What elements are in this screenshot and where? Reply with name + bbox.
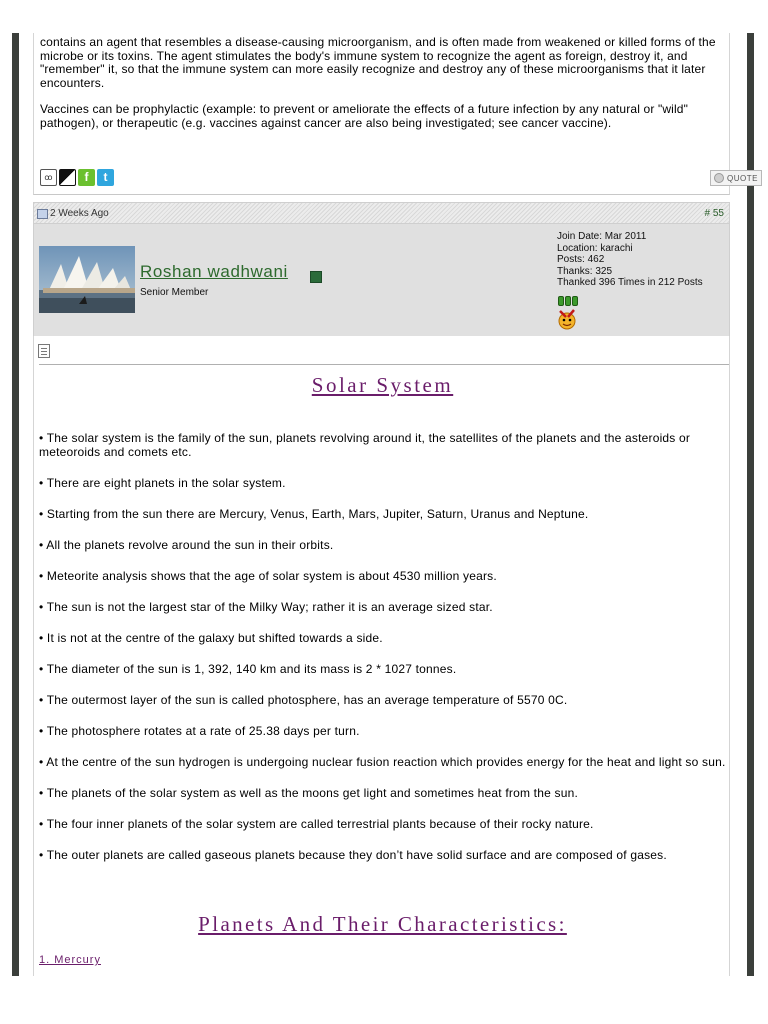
post-count: Posts: 462 <box>557 254 605 265</box>
thanked-count: Thanked 396 Times in 212 Posts <box>557 277 703 288</box>
page-frame-left <box>12 33 19 976</box>
username-link[interactable]: Roshan wadhwani <box>140 262 288 281</box>
post-body <box>33 336 730 976</box>
user-stats <box>557 231 703 289</box>
list-item: • The sun is not the largest star of the Milky Way; rather it is an average sized star. <box>39 600 493 614</box>
reputation-icon <box>558 296 578 306</box>
previous-post-text <box>40 36 728 143</box>
post-number-link[interactable]: # 55 <box>704 208 724 219</box>
share-bar <box>40 169 114 186</box>
post-divider <box>39 364 729 365</box>
list-item: • The diameter of the sun is 1, 392, 140 km and its mass is 2 * 1027 tonnes. <box>39 662 457 676</box>
list-item: • At the centre of the sun hydrogen is undergoing nuclear fusion reaction which provides energy for the heat and light so sun. <box>39 755 726 769</box>
list-item: • The four inner planets of the solar system are called terrestrial plants because of their rocky nature. <box>39 817 594 831</box>
user-title: Senior Member <box>140 287 209 298</box>
post-header <box>33 202 730 224</box>
avatar[interactable] <box>39 246 135 313</box>
twitter-icon[interactable]: t <box>97 169 114 186</box>
list-item: • It is not at the centre of the galaxy but shifted towards a side. <box>39 631 383 645</box>
quote-button[interactable] <box>710 170 762 186</box>
previous-post-paragraph: contains an agent that resembles a disease-causing microorganism, and is often made from weakened or killed forms of the microbe or its toxins. The agent stimulates the body's immune system to recognize the agent as foreign, destroy it, and "remember" it, so that the immune system can more easily recognize and destroy any of these microorganisms that it later encounters. <box>40 35 716 90</box>
thanks-count: Thanks: 325 <box>557 265 613 277</box>
avatar-image <box>39 246 135 313</box>
list-item: • The outer planets are called gaseous planets because they don’t have solid surface and are composed of gases. <box>39 848 667 862</box>
previous-post-paragraph: Vaccines can be prophylactic (example: to prevent or ameliorate the effects of a future infection by any natural or "wild" pathogen), or therapeutic (e.g. vaccines against cancer are also being investigated; see cancer vaccine). <box>40 102 689 130</box>
list-item: • The solar system is the family of the sun, planets revolving around it, the satellites of the planets and the asteroids or meteoroids and comets etc. <box>39 431 691 459</box>
list-item: • The planets of the solar system as well as the moons get light and sometimes heat from the sun. <box>39 786 578 800</box>
quote-icon <box>714 173 724 183</box>
post-date-icon <box>37 209 48 219</box>
list-item: • The outermost layer of the sun is called photosphere, has an average temperature of 5570 0C. <box>39 693 568 707</box>
online-status-icon <box>310 271 322 283</box>
post-heading <box>34 373 731 398</box>
delicious-icon[interactable]: ꝏ <box>40 169 57 186</box>
join-date: Join Date: Mar 2011 <box>557 231 647 242</box>
facebook-icon[interactable]: f <box>78 169 95 186</box>
list-item: • Meteorite analysis shows that the age of solar system is about 4530 million years. <box>39 569 497 583</box>
user-location: Location: karachi <box>557 242 633 254</box>
list-item: • The photosphere rotates at a rate of 25.38 days per turn. <box>39 724 360 738</box>
previous-post <box>33 33 758 195</box>
list-item: • Starting from the sun there are Mercury, Venus, Earth, Mars, Jupiter, Saturn, Uranus and Neptune. <box>39 507 589 521</box>
yahoo-messenger-icon[interactable] <box>557 308 577 330</box>
post-points-list <box>39 431 729 879</box>
reputation-pip <box>565 296 571 306</box>
reputation-pip <box>572 296 578 306</box>
digg-icon[interactable] <box>59 169 76 186</box>
post-heading-text: Solar System <box>311 373 454 397</box>
mercury-link[interactable]: 1. Mercury <box>39 954 101 966</box>
list-item: • There are eight planets in the solar system. <box>39 476 286 490</box>
post-subheading-text: Planets And Their Characteristics: <box>198 912 567 936</box>
post-subheading <box>34 912 731 937</box>
list-item: • All the planets revolve around the sun in their orbits. <box>39 538 334 552</box>
post-date: 2 Weeks Ago <box>50 208 109 219</box>
user-info-panel <box>33 224 730 336</box>
reputation-pip <box>558 296 564 306</box>
quote-label: QUOTE <box>727 173 758 183</box>
post-document-icon <box>38 344 50 358</box>
